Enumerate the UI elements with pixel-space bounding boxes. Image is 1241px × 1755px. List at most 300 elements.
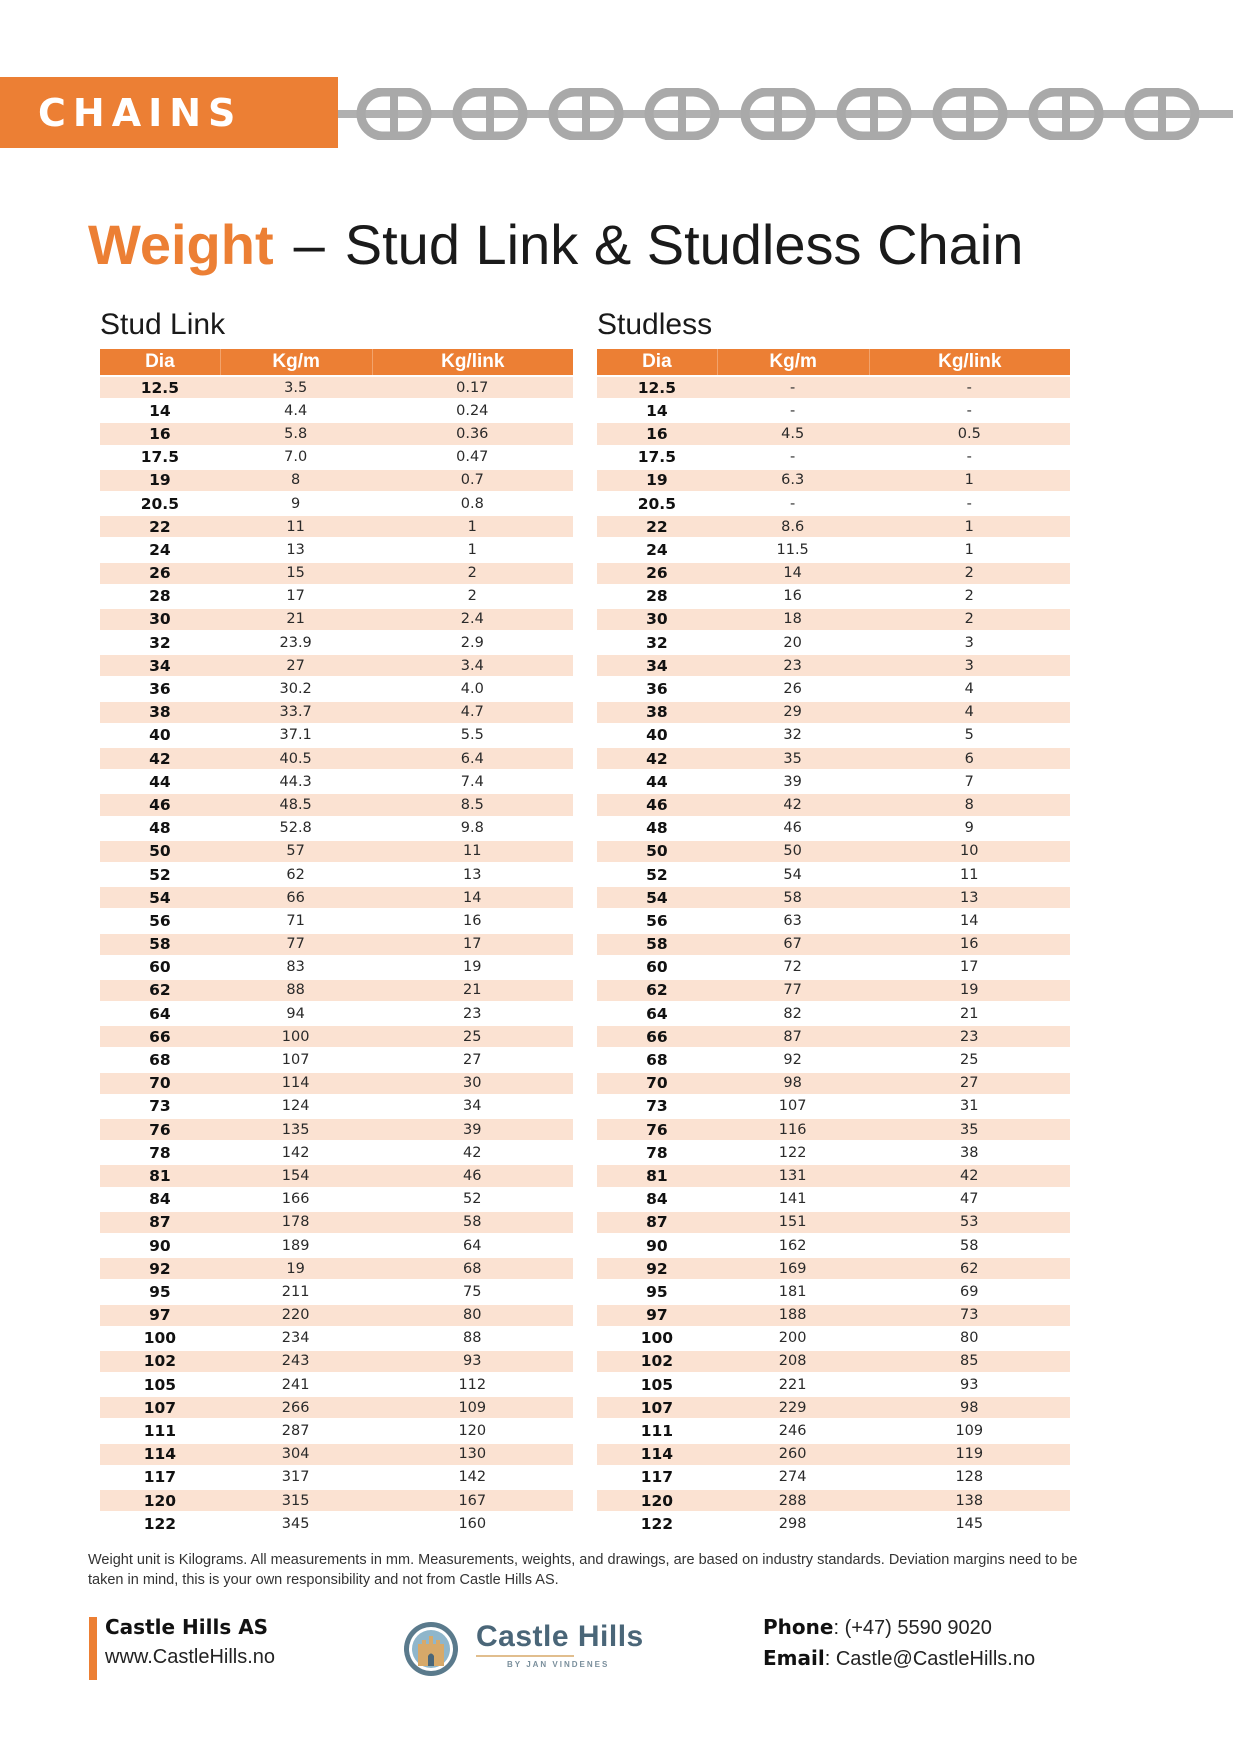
cell-dia: 40 bbox=[646, 726, 668, 745]
chain-stud bbox=[678, 96, 686, 132]
cell-kg-per-link: 119 bbox=[869, 1444, 1070, 1465]
cell-kg-per-link: 4.0 bbox=[460, 681, 484, 698]
cell-dia: 16 bbox=[597, 423, 717, 444]
cell-kg-per-link: 3 bbox=[869, 655, 1070, 676]
cell-kg-per-m: 220 bbox=[220, 1305, 372, 1326]
table-row bbox=[597, 725, 1070, 746]
cell-dia: 48 bbox=[149, 819, 171, 838]
cell-dia: 60 bbox=[149, 958, 171, 977]
cell-dia: 107 bbox=[100, 1397, 220, 1418]
table-row bbox=[100, 400, 573, 421]
table-row bbox=[597, 1305, 1070, 1326]
cell-dia: 42 bbox=[100, 748, 220, 769]
cell-kg-per-m: 4.4 bbox=[284, 402, 308, 419]
cell-kg-per-m: 11 bbox=[220, 516, 372, 537]
table-row bbox=[100, 841, 573, 862]
contact-email bbox=[763, 1646, 1035, 1671]
table-row bbox=[100, 910, 573, 931]
column-header-dia: Dia bbox=[100, 349, 220, 375]
column-header-kg-m: Kg/m bbox=[717, 349, 869, 375]
cell-dia: 70 bbox=[597, 1073, 717, 1094]
logo-text: Castle Hills bbox=[476, 1620, 644, 1653]
cell-dia: 38 bbox=[597, 702, 717, 723]
cell-dia: 30 bbox=[597, 609, 717, 630]
table-row bbox=[597, 516, 1070, 537]
cell-dia: 78 bbox=[149, 1143, 171, 1162]
cell-kg-per-link: 1 bbox=[372, 516, 573, 537]
table-row bbox=[597, 980, 1070, 1001]
table-row bbox=[597, 447, 1070, 468]
cell-dia: 12.5 bbox=[597, 377, 717, 398]
table-row bbox=[100, 516, 573, 537]
cell-dia: 117 bbox=[640, 1468, 674, 1487]
table-row bbox=[100, 818, 573, 839]
cell-dia: 24 bbox=[646, 540, 668, 559]
table-row bbox=[597, 1281, 1070, 1302]
cell-kg-per-m: - bbox=[717, 377, 869, 398]
cell-dia: 87 bbox=[597, 1212, 717, 1233]
cell-kg-per-link: 93 bbox=[372, 1351, 573, 1372]
table-row bbox=[100, 934, 573, 955]
cell-kg-per-m: 62 bbox=[286, 866, 305, 883]
chain-stud bbox=[486, 96, 494, 132]
cell-kg-per-m: 57 bbox=[220, 841, 372, 862]
cell-kg-per-link: 2 bbox=[869, 609, 1070, 630]
cell-kg-per-link: 19 bbox=[463, 959, 482, 976]
cell-kg-per-link: 10 bbox=[869, 841, 1070, 862]
table-row bbox=[597, 1003, 1070, 1024]
table-header-row bbox=[100, 349, 573, 375]
cell-kg-per-m: 211 bbox=[281, 1283, 310, 1300]
table-row bbox=[597, 1420, 1070, 1441]
cell-kg-per-m: 9 bbox=[291, 495, 301, 512]
cell-kg-per-link: 34 bbox=[463, 1098, 482, 1115]
table-row bbox=[597, 1374, 1070, 1395]
table-row bbox=[100, 423, 573, 444]
cell-kg-per-m: 234 bbox=[281, 1330, 310, 1347]
cell-dia: 114 bbox=[100, 1444, 220, 1465]
cell-kg-per-m: 17 bbox=[286, 588, 305, 605]
cell-kg-per-m: 243 bbox=[220, 1351, 372, 1372]
cell-kg-per-m: - bbox=[790, 495, 796, 512]
cell-kg-per-m: 266 bbox=[220, 1397, 372, 1418]
table-row bbox=[100, 1026, 573, 1047]
cell-dia: 20.5 bbox=[140, 494, 179, 513]
cell-dia: 56 bbox=[149, 911, 171, 930]
column-header-kg-link: Kg/link bbox=[372, 349, 573, 375]
table-row bbox=[597, 887, 1070, 908]
cell-kg-per-link: 6 bbox=[869, 748, 1070, 769]
cell-dia: 44 bbox=[646, 772, 668, 791]
cell-kg-per-m: 317 bbox=[281, 1469, 310, 1486]
cell-dia: 117 bbox=[143, 1468, 177, 1487]
table-row bbox=[100, 1281, 573, 1302]
cell-dia: 17.5 bbox=[140, 448, 179, 467]
page-title bbox=[88, 212, 1023, 277]
cell-kg-per-link: 167 bbox=[372, 1490, 573, 1511]
table-row bbox=[597, 655, 1070, 676]
cell-dia: 100 bbox=[640, 1329, 674, 1348]
cell-dia: 56 bbox=[646, 911, 668, 930]
cell-kg-per-link: 98 bbox=[869, 1397, 1070, 1418]
cell-kg-per-link: 160 bbox=[458, 1515, 487, 1532]
cell-kg-per-m: 23.9 bbox=[279, 634, 312, 651]
cell-kg-per-link: 23 bbox=[869, 1026, 1070, 1047]
cell-kg-per-link: 27 bbox=[463, 1052, 482, 1069]
cell-dia: 36 bbox=[646, 680, 668, 699]
cell-kg-per-link: 93 bbox=[960, 1376, 979, 1393]
cell-kg-per-m: 19 bbox=[220, 1258, 372, 1279]
cell-dia: 102 bbox=[100, 1351, 220, 1372]
table-row bbox=[100, 864, 573, 885]
cell-kg-per-m: 77 bbox=[717, 980, 869, 1001]
cell-kg-per-link: 21 bbox=[372, 980, 573, 1001]
table-row bbox=[100, 1096, 573, 1117]
cell-dia: 14 bbox=[646, 401, 668, 420]
table-row bbox=[100, 539, 573, 560]
cell-kg-per-link: - bbox=[869, 377, 1070, 398]
table-row bbox=[100, 1490, 573, 1511]
table-row bbox=[597, 818, 1070, 839]
cell-kg-per-link: - bbox=[966, 495, 972, 512]
studless-table bbox=[597, 347, 1070, 1536]
cell-kg-per-link: 42 bbox=[463, 1144, 482, 1161]
cell-kg-per-m: 208 bbox=[717, 1351, 869, 1372]
cell-dia: 36 bbox=[149, 680, 171, 699]
cell-kg-per-m: 260 bbox=[717, 1444, 869, 1465]
cell-kg-per-link: 1 bbox=[467, 541, 477, 558]
cell-dia: 102 bbox=[597, 1351, 717, 1372]
cell-dia: 100 bbox=[143, 1329, 177, 1348]
table-row bbox=[597, 1258, 1070, 1279]
table-row bbox=[597, 771, 1070, 792]
contact-phone bbox=[763, 1615, 992, 1640]
cell-dia: 60 bbox=[646, 958, 668, 977]
table-row bbox=[597, 794, 1070, 815]
cell-dia: 12.5 bbox=[100, 377, 220, 398]
cell-dia: 114 bbox=[597, 1444, 717, 1465]
cell-dia: 111 bbox=[143, 1422, 177, 1441]
cell-kg-per-m: 33.7 bbox=[220, 702, 372, 723]
table-row bbox=[597, 1049, 1070, 1070]
table-row bbox=[100, 1165, 573, 1186]
cell-kg-per-m: 288 bbox=[717, 1490, 869, 1511]
cell-kg-per-link: 2.9 bbox=[460, 634, 484, 651]
cell-dia: 105 bbox=[640, 1375, 674, 1394]
phone-value[interactable]: : (+47) 5590 9020 bbox=[833, 1617, 992, 1639]
cell-kg-per-m: 52.8 bbox=[279, 820, 312, 837]
chain-stud bbox=[1062, 96, 1070, 132]
table-row bbox=[100, 1142, 573, 1163]
cell-kg-per-m: 14 bbox=[717, 563, 869, 584]
cell-kg-per-m: 18 bbox=[717, 609, 869, 630]
column-header-dia: Dia bbox=[597, 349, 717, 375]
cell-kg-per-link: 17 bbox=[960, 959, 979, 976]
cell-kg-per-link: 80 bbox=[372, 1305, 573, 1326]
cell-dia: 95 bbox=[646, 1282, 668, 1301]
cell-kg-per-link: 145 bbox=[955, 1515, 984, 1532]
cell-kg-per-m: 13 bbox=[286, 541, 305, 558]
cell-kg-per-m: 32 bbox=[783, 727, 802, 744]
cell-kg-per-m: 30.2 bbox=[279, 681, 312, 698]
table-row bbox=[100, 1073, 573, 1094]
cell-dia: 32 bbox=[646, 633, 668, 652]
cell-kg-per-m: 154 bbox=[220, 1165, 372, 1186]
cell-dia: 81 bbox=[597, 1165, 717, 1186]
cell-kg-per-link: 5.5 bbox=[460, 727, 484, 744]
cell-kg-per-link: 4 bbox=[964, 681, 974, 698]
cell-dia: 73 bbox=[646, 1097, 668, 1116]
cell-kg-per-link: 25 bbox=[960, 1052, 979, 1069]
cell-kg-per-m: 166 bbox=[281, 1191, 310, 1208]
table-row bbox=[100, 609, 573, 630]
cell-kg-per-m: 151 bbox=[717, 1212, 869, 1233]
column-header-kg-link: Kg/link bbox=[869, 349, 1070, 375]
email-value[interactable]: : Castle@CastleHills.no bbox=[824, 1648, 1036, 1670]
table-row bbox=[100, 771, 573, 792]
cell-kg-per-link: 85 bbox=[869, 1351, 1070, 1372]
header-band bbox=[0, 77, 338, 148]
cell-kg-per-link: 1 bbox=[964, 541, 974, 558]
cell-kg-per-link: 52 bbox=[463, 1191, 482, 1208]
cell-kg-per-link: 13 bbox=[869, 887, 1070, 908]
cell-kg-per-link: 73 bbox=[869, 1305, 1070, 1326]
cell-kg-per-m: 315 bbox=[220, 1490, 372, 1511]
cell-kg-per-m: 107 bbox=[778, 1098, 807, 1115]
cell-kg-per-link: 8 bbox=[869, 794, 1070, 815]
cell-dia: 19 bbox=[100, 470, 220, 491]
cell-kg-per-link: 0.17 bbox=[372, 377, 573, 398]
cell-kg-per-m: 200 bbox=[778, 1330, 807, 1347]
cell-kg-per-link: 120 bbox=[458, 1423, 487, 1440]
cell-kg-per-link: 4 bbox=[869, 702, 1070, 723]
cell-dia: 90 bbox=[149, 1236, 171, 1255]
table-row bbox=[597, 563, 1070, 584]
table-row bbox=[100, 632, 573, 653]
cell-kg-per-m: 135 bbox=[220, 1119, 372, 1140]
table-row bbox=[597, 377, 1070, 398]
cell-dia: 54 bbox=[100, 887, 220, 908]
cell-kg-per-m: 7.0 bbox=[284, 449, 308, 466]
cell-kg-per-link: 25 bbox=[372, 1026, 573, 1047]
cell-kg-per-link: 9 bbox=[964, 820, 974, 837]
table-row bbox=[100, 1374, 573, 1395]
table-row bbox=[100, 1420, 573, 1441]
table-row bbox=[597, 609, 1070, 630]
cell-kg-per-link: 58 bbox=[372, 1212, 573, 1233]
disclaimer-text: Weight unit is Kilograms. All measurements in mm. Measurements, weights, and drawings, are based on industry standards. Deviation margins need to be taken in mind, this is your own responsibility and not from Castle Hills AS. bbox=[88, 1552, 1078, 1588]
table-row bbox=[100, 678, 573, 699]
cell-kg-per-link: 42 bbox=[869, 1165, 1070, 1186]
cell-dia: 66 bbox=[597, 1026, 717, 1047]
cell-dia: 42 bbox=[597, 748, 717, 769]
cell-dia: 46 bbox=[100, 794, 220, 815]
cell-dia: 14 bbox=[149, 401, 171, 420]
table-row bbox=[100, 1513, 573, 1534]
cell-kg-per-m: 39 bbox=[783, 773, 802, 790]
table-row bbox=[100, 1397, 573, 1418]
cell-kg-per-link: 14 bbox=[372, 887, 573, 908]
title-accent: Weight bbox=[88, 213, 274, 276]
table-row bbox=[597, 1073, 1070, 1094]
cell-kg-per-m: 67 bbox=[717, 934, 869, 955]
cell-kg-per-m: 124 bbox=[281, 1098, 310, 1115]
cell-kg-per-m: 54 bbox=[783, 866, 802, 883]
cell-kg-per-m: 100 bbox=[220, 1026, 372, 1047]
table-row bbox=[597, 678, 1070, 699]
cell-kg-per-link: 1 bbox=[869, 516, 1070, 537]
cell-kg-per-m: 178 bbox=[220, 1212, 372, 1233]
cell-dia: 44 bbox=[149, 772, 171, 791]
cell-kg-per-m: 6.3 bbox=[717, 470, 869, 491]
table-row bbox=[597, 1328, 1070, 1349]
table-row bbox=[597, 841, 1070, 862]
cell-dia: 64 bbox=[646, 1004, 668, 1023]
cell-dia: 84 bbox=[149, 1190, 171, 1209]
cell-kg-per-link: 13 bbox=[463, 866, 482, 883]
cell-kg-per-m: 5.8 bbox=[220, 423, 372, 444]
table-row bbox=[100, 1189, 573, 1210]
table-row bbox=[100, 493, 573, 514]
cell-dia: 22 bbox=[100, 516, 220, 537]
cell-dia: 90 bbox=[646, 1236, 668, 1255]
table-row bbox=[100, 655, 573, 676]
cell-kg-per-link: 21 bbox=[960, 1005, 979, 1022]
company-website-link[interactable]: www.CastleHills.no bbox=[105, 1646, 276, 1668]
cell-kg-per-link: 39 bbox=[372, 1119, 573, 1140]
cell-kg-per-link: 4.7 bbox=[372, 702, 573, 723]
cell-kg-per-m: 44.3 bbox=[279, 773, 312, 790]
title-rest: Stud Link & Studless Chain bbox=[344, 213, 1024, 276]
cell-dia: 22 bbox=[597, 516, 717, 537]
cell-kg-per-link: 35 bbox=[869, 1119, 1070, 1140]
cell-kg-per-m: 142 bbox=[281, 1144, 310, 1161]
table-row bbox=[597, 1397, 1070, 1418]
cell-dia: 70 bbox=[100, 1073, 220, 1094]
cell-dia: 34 bbox=[100, 655, 220, 676]
cell-dia: 84 bbox=[646, 1190, 668, 1209]
cell-kg-per-link: 7.4 bbox=[460, 773, 484, 790]
cell-kg-per-m: - bbox=[790, 402, 796, 419]
cell-kg-per-m: 87 bbox=[717, 1026, 869, 1047]
cell-kg-per-link: 46 bbox=[372, 1165, 573, 1186]
cell-kg-per-link: - bbox=[966, 402, 972, 419]
cell-kg-per-m: 48.5 bbox=[220, 794, 372, 815]
table-row bbox=[597, 1096, 1070, 1117]
cell-kg-per-link: 2 bbox=[372, 563, 573, 584]
cell-kg-per-link: 5 bbox=[964, 727, 974, 744]
table-row bbox=[597, 1165, 1070, 1186]
cell-kg-per-m: 15 bbox=[220, 563, 372, 584]
cell-dia: 58 bbox=[597, 934, 717, 955]
cell-kg-per-link: 2 bbox=[964, 588, 974, 605]
cell-kg-per-m: 188 bbox=[717, 1305, 869, 1326]
cell-dia: 28 bbox=[646, 587, 668, 606]
cell-kg-per-m: 246 bbox=[778, 1423, 807, 1440]
cell-kg-per-m: 72 bbox=[783, 959, 802, 976]
cell-dia: 76 bbox=[597, 1119, 717, 1140]
chain-stud bbox=[774, 96, 782, 132]
table-row bbox=[597, 1467, 1070, 1488]
cell-kg-per-m: 77 bbox=[220, 934, 372, 955]
cell-kg-per-link: 0.24 bbox=[456, 402, 489, 419]
cell-kg-per-m: 221 bbox=[778, 1376, 807, 1393]
cell-kg-per-m: 20 bbox=[783, 634, 802, 651]
table-row bbox=[100, 377, 573, 398]
cell-kg-per-m: 287 bbox=[281, 1423, 310, 1440]
table-row bbox=[597, 934, 1070, 955]
table-row bbox=[597, 423, 1070, 444]
cell-dia: 68 bbox=[149, 1051, 171, 1070]
cell-kg-per-link: 2 bbox=[869, 563, 1070, 584]
table-row bbox=[597, 748, 1070, 769]
cell-kg-per-link: 9.8 bbox=[460, 820, 484, 837]
cell-kg-per-link: 0.47 bbox=[456, 449, 489, 466]
cell-dia: 26 bbox=[597, 563, 717, 584]
cell-kg-per-link: 69 bbox=[960, 1283, 979, 1300]
cell-dia: 107 bbox=[597, 1397, 717, 1418]
cell-kg-per-m: 8 bbox=[220, 470, 372, 491]
cell-kg-per-link: 11 bbox=[372, 841, 573, 862]
cell-dia: 48 bbox=[646, 819, 668, 838]
cell-kg-per-link: 112 bbox=[458, 1376, 487, 1393]
cell-kg-per-m: 4.5 bbox=[717, 423, 869, 444]
stud-link-title: Stud Link bbox=[100, 308, 226, 341]
cell-kg-per-link: 8.5 bbox=[372, 794, 573, 815]
cell-kg-per-m: 42 bbox=[717, 794, 869, 815]
table-row bbox=[597, 957, 1070, 978]
table-row bbox=[100, 1212, 573, 1233]
cell-kg-per-link: 23 bbox=[463, 1005, 482, 1022]
table-row bbox=[100, 887, 573, 908]
cell-kg-per-m: - bbox=[790, 449, 796, 466]
cell-kg-per-link: 138 bbox=[869, 1490, 1070, 1511]
cell-kg-per-link: 80 bbox=[960, 1330, 979, 1347]
cell-kg-per-link: 30 bbox=[372, 1073, 573, 1094]
cell-dia: 34 bbox=[597, 655, 717, 676]
table-row bbox=[100, 725, 573, 746]
header-label: CHAINS bbox=[38, 90, 243, 135]
cell-kg-per-m: 27 bbox=[220, 655, 372, 676]
table-row bbox=[597, 1119, 1070, 1140]
cell-dia: 78 bbox=[646, 1143, 668, 1162]
chain-stud bbox=[966, 96, 974, 132]
chain-stud bbox=[390, 96, 398, 132]
table-row bbox=[597, 539, 1070, 560]
cell-dia: 52 bbox=[646, 865, 668, 884]
table-row bbox=[100, 1305, 573, 1326]
cell-kg-per-link: 64 bbox=[463, 1237, 482, 1254]
chain-stud bbox=[1158, 96, 1166, 132]
cell-kg-per-m: 116 bbox=[717, 1119, 869, 1140]
table-row bbox=[100, 1328, 573, 1349]
cell-dia: 122 bbox=[640, 1514, 674, 1533]
cell-kg-per-link: 0.8 bbox=[460, 495, 484, 512]
cell-kg-per-link: 1 bbox=[869, 470, 1070, 491]
cell-dia: 20.5 bbox=[637, 494, 676, 513]
cell-kg-per-link: 16 bbox=[463, 912, 482, 929]
cell-kg-per-m: 63 bbox=[783, 912, 802, 929]
cell-kg-per-link: 47 bbox=[960, 1191, 979, 1208]
table-row bbox=[100, 980, 573, 1001]
phone-label: Phone bbox=[763, 1615, 834, 1639]
cell-kg-per-link: 0.5 bbox=[869, 423, 1070, 444]
cell-kg-per-m: 141 bbox=[778, 1191, 807, 1208]
cell-kg-per-link: 109 bbox=[955, 1423, 984, 1440]
cell-kg-per-link: 3.4 bbox=[372, 655, 573, 676]
cell-kg-per-m: 345 bbox=[281, 1515, 310, 1532]
table-row bbox=[100, 1003, 573, 1024]
